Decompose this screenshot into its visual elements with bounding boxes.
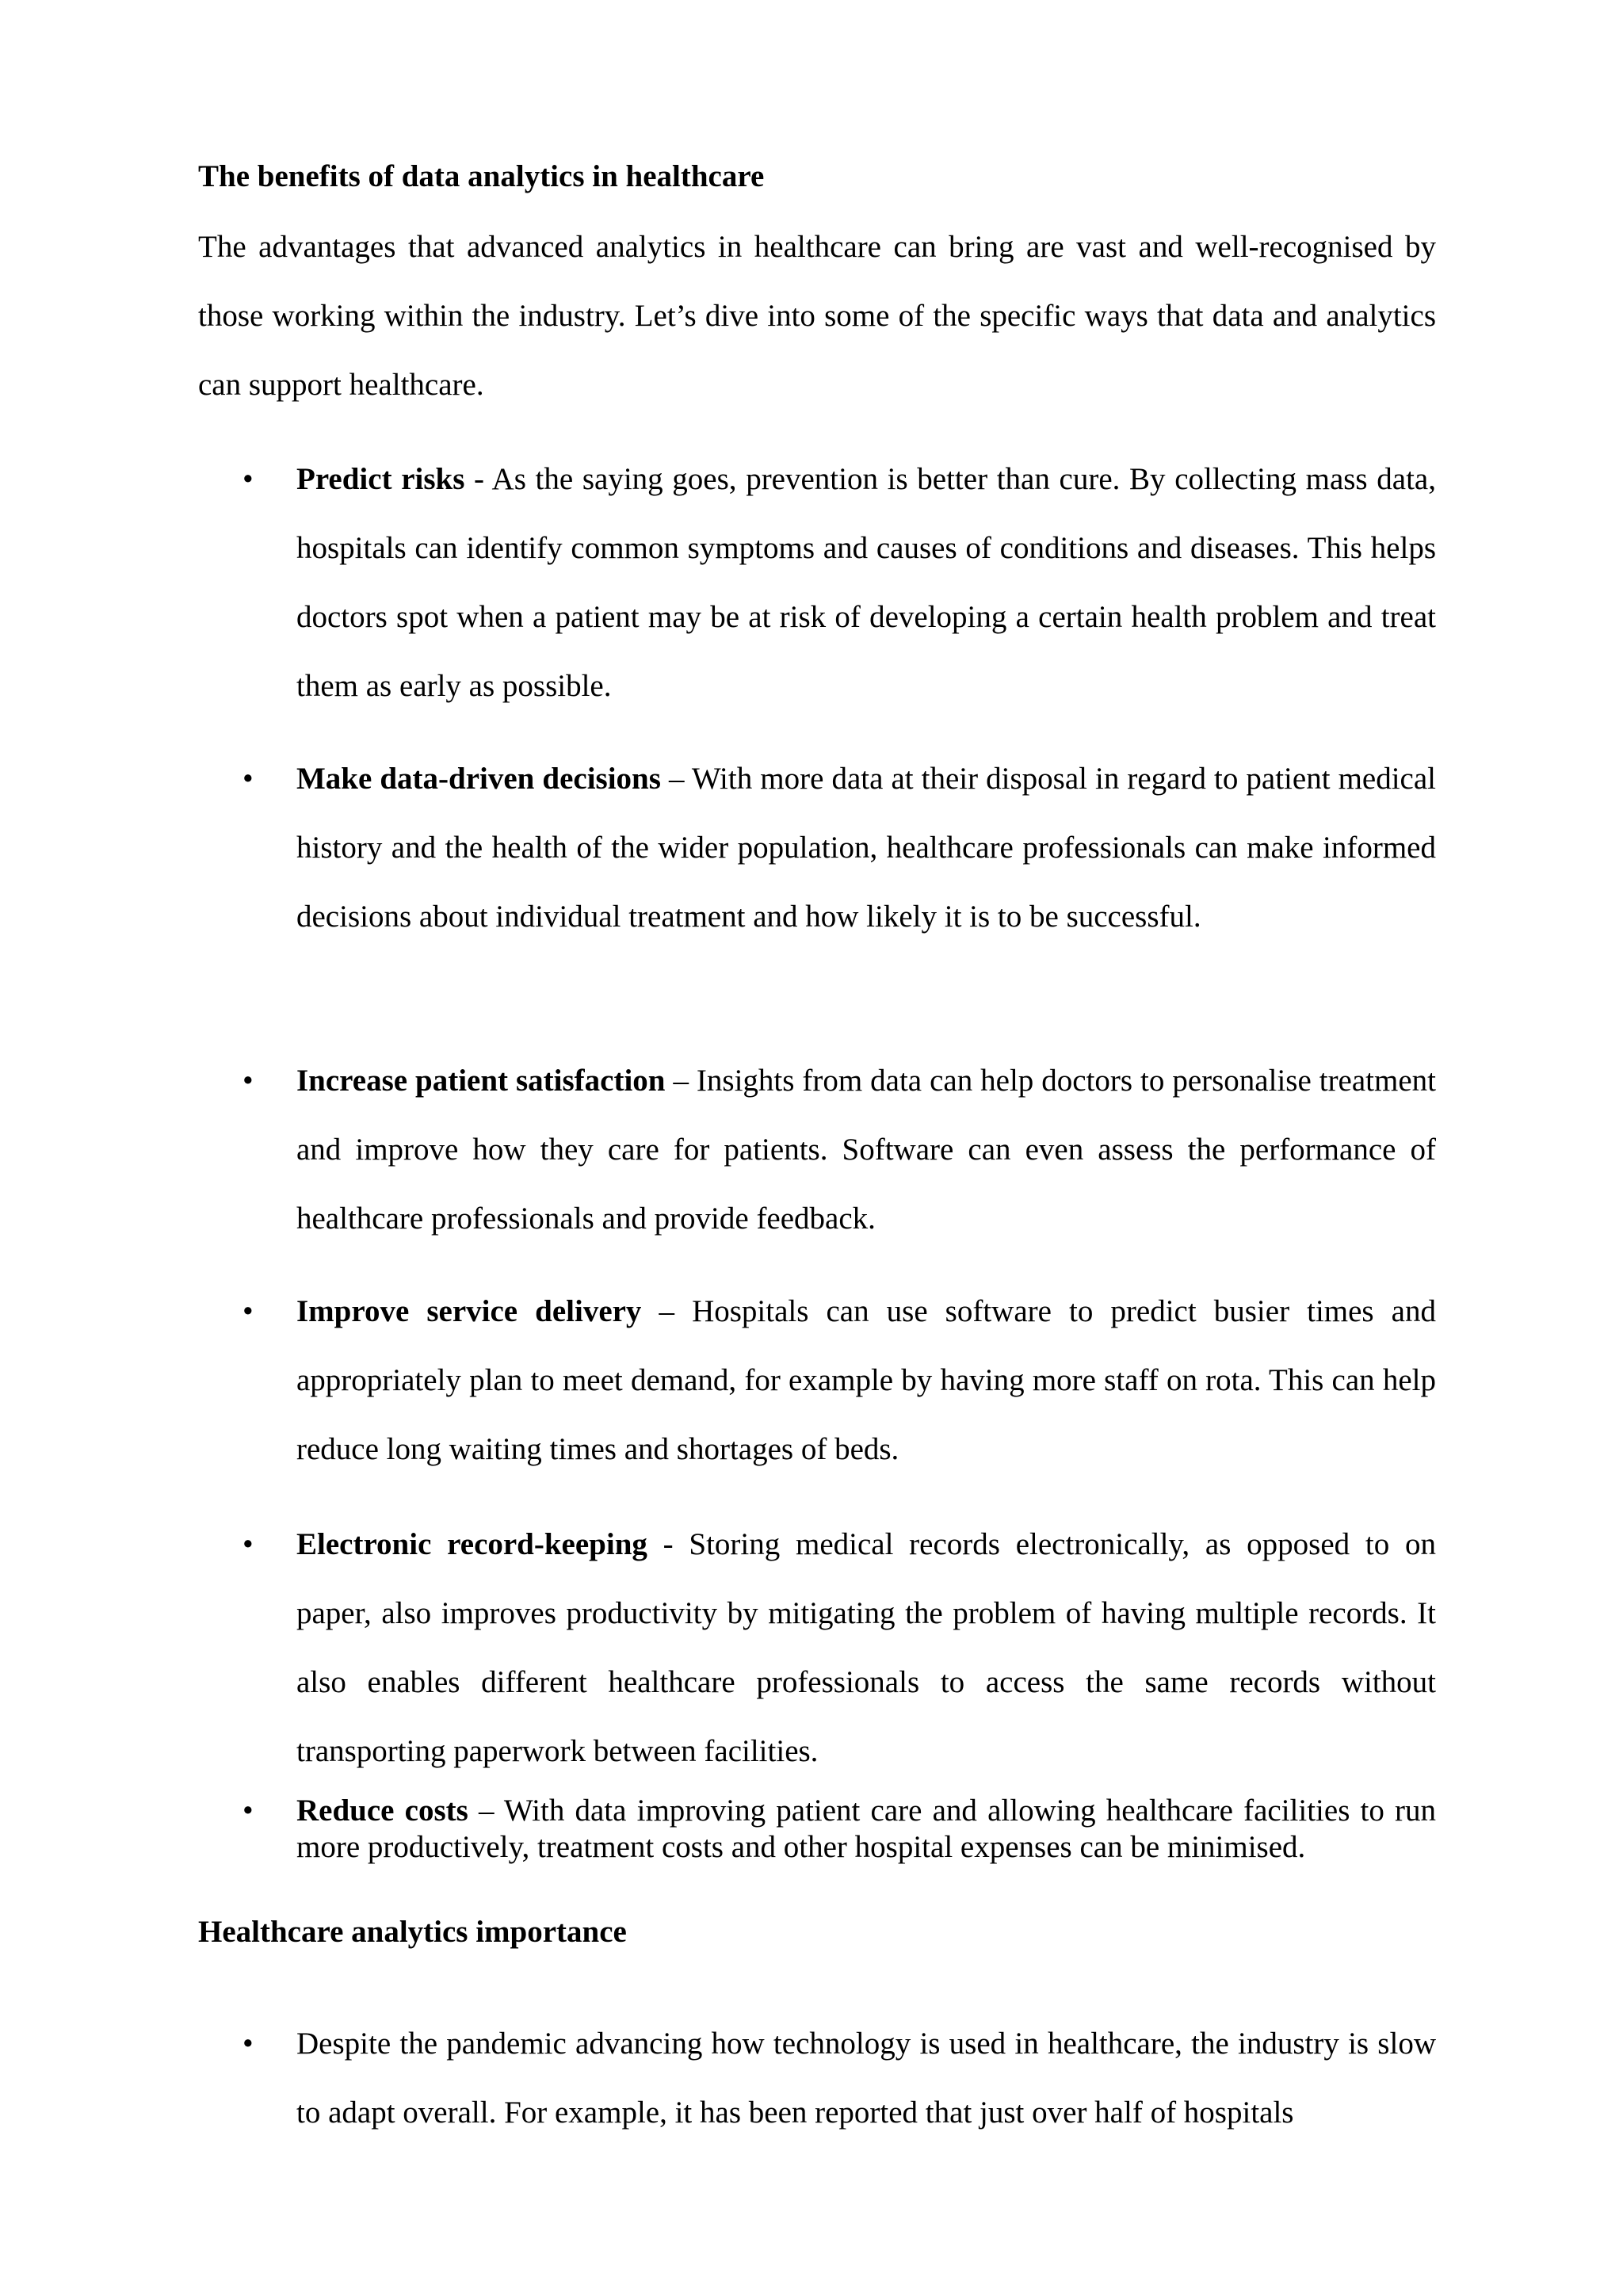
bullet-icon: • [242,462,254,496]
bullet-icon: • [242,1794,254,1828]
list-item-text: Storing medical records electronically, as opposed to on paper, also improves productivity by mitigating the problem of having multiple records. It also enables different healthcare professionals to access the same records without transporting paperwork between facilities. [296,1527,1436,1768]
list-item-text: Despite the pandemic advancing how technology is used in healthcare, the industry is slow to adapt overall. For example, it has been reported that just over half of hospitals [296,2027,1436,2130]
bullet-icon: • [242,2027,254,2061]
list-item-separator: - [647,1527,689,1561]
list-item-separator: – [665,1064,697,1098]
section-heading-benefits: The benefits of data analytics in healthcare [198,159,765,193]
list-item-service-delivery [296,1277,1436,1484]
section-heading-importance: Healthcare analytics importance [198,1915,627,1949]
list-item-text: With data improving patient care and allowing healthcare facilities to run more productively, treatment costs and other hospital expenses can be minimised. [296,1794,1437,1864]
bullet-icon: • [242,1527,254,1561]
list-item-text: As the saying goes, prevention is better than cure. By collecting mass data, hospitals can identify common symptoms and causes of conditions and diseases. This helps doctors spot when a patient may be at risk of developing a certain health problem and treat them as early as possible. [296,462,1436,703]
list-item-pandemic [296,2009,1436,2147]
list-item-separator: - [464,462,492,496]
list-item-title: Electronic record-keeping [296,1527,647,1561]
list-item-separator: – [468,1794,504,1828]
list-item-title: Make data-driven decisions [296,762,661,796]
list-item-text: Insights from data can help doctors to personalise treatment and improve how they care for patients. Software can even assess the performance of healthcare professionals and provide feedback. [296,1064,1436,1236]
list-item-patient-satisfaction [296,1046,1436,1253]
list-item-predict-risks [296,445,1436,720]
list-item-data-driven-decisions [296,744,1436,951]
list-item-title: Increase patient satisfaction [296,1064,666,1098]
bullet-icon: • [242,1064,254,1098]
list-item-text: With more data at their disposal in regard to patient medical history and the health of the wider population, healthcare professionals can make informed decisions about individual treatment and how likely it is to be successful. [296,762,1436,934]
list-item-text: Hospitals can use software to predict busier times and appropriately plan to meet demand, for example by having more staff on rota. This can help reduce long waiting times and shortages of beds. [296,1294,1436,1466]
bullet-icon: • [242,762,254,796]
list-item-title: Improve service delivery [296,1294,642,1328]
list-item-reduce-costs [296,1793,1436,1866]
list-item-title: Predict risks [296,462,465,496]
list-item-separator: – [660,762,692,796]
bullet-icon: • [242,1294,254,1328]
intro-paragraph: The advantages that advanced analytics in healthcare can bring are vast and well-recognised by those working within the industry. Let’s dive into some of the specific ways that data and analytics can support healthcare. [198,230,1436,402]
list-item-electronic-records [296,1510,1436,1786]
list-item-title: Reduce costs [296,1794,468,1828]
list-item-separator: – [641,1294,693,1328]
